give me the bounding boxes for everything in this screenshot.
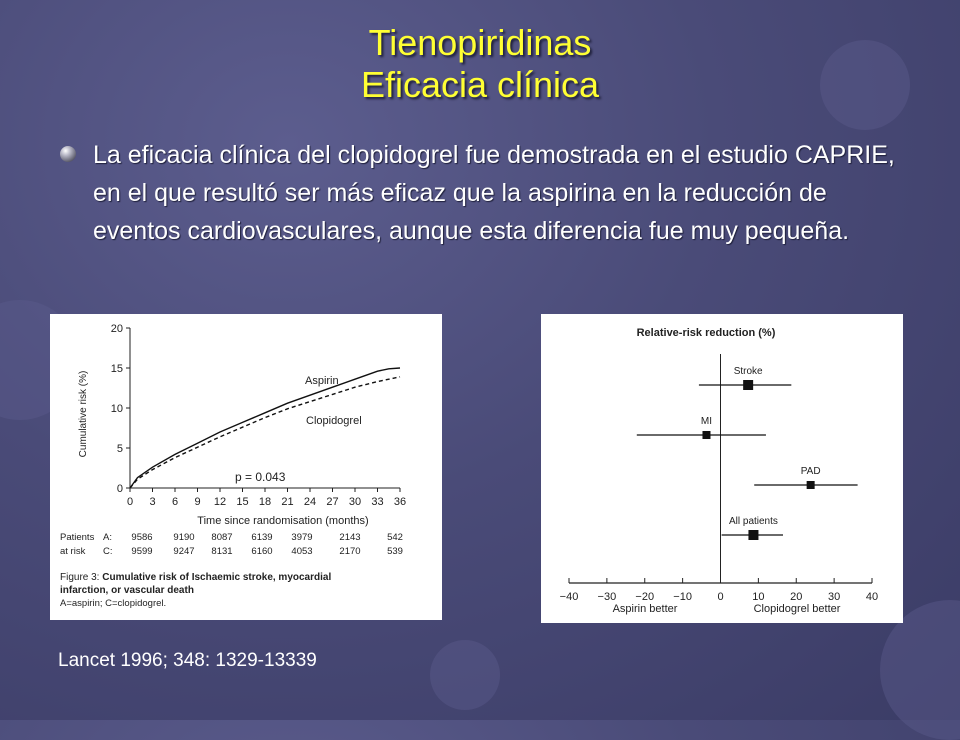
forest-title: Relative-risk reduction (%) — [636, 327, 776, 339]
y-tick-label: 10 — [110, 403, 123, 415]
p-value-annotation: p = 0.043 — [235, 470, 286, 484]
y-tick-label: 5 — [116, 443, 123, 455]
x-tick-label: 27 — [326, 496, 339, 508]
forest-tick-label: −30 — [597, 591, 617, 603]
bullet-icon — [60, 146, 76, 162]
background-bubble — [430, 640, 500, 710]
forest-tick-label: −10 — [673, 591, 692, 603]
estimate-marker-all-patients — [748, 530, 758, 540]
risk-value: 3979 — [291, 532, 313, 543]
risk-value: 542 — [387, 532, 403, 543]
x-tick-label: 36 — [393, 496, 407, 508]
caption-bold-2: infarction, or vascular death — [60, 585, 194, 596]
series-label-clopidogrel: Clopidogrel — [306, 415, 362, 427]
y-tick-label: 20 — [110, 323, 123, 335]
cumulative-risk-chart — [50, 314, 442, 620]
risk-value: 2143 — [339, 532, 361, 543]
risk-value: 2170 — [339, 546, 361, 557]
x-tick-label: 9 — [194, 496, 201, 508]
risk-value: 539 — [387, 546, 403, 557]
caption-prefix: Figure 3: — [60, 572, 103, 583]
x-tick-label: 18 — [258, 496, 272, 508]
caption-note: A=aspirin; C=clopidogrel. — [60, 598, 167, 609]
forest-tick-label: 20 — [790, 591, 803, 603]
estimate-marker-stroke — [743, 380, 753, 390]
x-tick-label: 6 — [171, 496, 179, 508]
title-line-1: Tienopiridinas — [368, 22, 592, 63]
bullet-text: La eficacia clínica del clopidogrel fue demostrada en el estudio CAPRIE, en el que resultó ser más eficaz que la aspirina en la reducción de eventos cardiovasculares, aunque esta diferencia fue muy pequeña. — [93, 141, 895, 245]
title-line-2: Eficacia clínica — [360, 64, 600, 105]
risk-value: 9190 — [173, 532, 195, 543]
risk-value: 9599 — [131, 546, 153, 557]
forest-tick-label: 10 — [752, 591, 765, 603]
cumulative-risk-panel — [50, 314, 442, 620]
y-tick-label: 0 — [116, 483, 123, 495]
risk-row-label-c: C: — [103, 546, 113, 557]
risk-value: 8087 — [211, 532, 233, 543]
reference-citation: Lancet 1996; 348: 1329-13339 — [58, 650, 317, 671]
x-axis-label: Time since randomisation (months) — [197, 515, 369, 527]
risk-value: 4053 — [291, 546, 313, 557]
relative-risk-panel — [541, 314, 903, 623]
slide-title — [0, 22, 960, 106]
forest-tick-label: 30 — [828, 591, 841, 603]
x-tick-label: 15 — [236, 496, 249, 508]
point-label-pad: PAD — [800, 466, 821, 477]
series-label-aspirin: Aspirin — [305, 375, 339, 387]
point-label-all-patients: All patients — [728, 516, 778, 527]
x-tick-label: 0 — [126, 496, 134, 508]
point-label-mi: MI — [700, 416, 713, 427]
x-tick-label: 12 — [213, 496, 227, 508]
x-tick-label: 21 — [281, 496, 294, 508]
risk-value: 9247 — [173, 546, 195, 557]
forest-tick-label: 0 — [717, 591, 724, 603]
estimate-marker-mi — [702, 431, 710, 439]
x-tick-label: 3 — [149, 496, 156, 508]
forest-label-left: Aspirin better — [612, 603, 678, 615]
risk-value: 8131 — [211, 546, 233, 557]
x-tick-label: 30 — [348, 496, 362, 508]
estimate-marker-pad — [807, 481, 815, 489]
risk-header-2: at risk — [60, 546, 86, 557]
risk-header-1: Patients — [60, 532, 95, 543]
caption-bold-1: Cumulative risk of Ischaemic stroke, myocardial — [102, 572, 332, 583]
forest-label-right: Clopidogrel better — [753, 603, 841, 615]
risk-value: 9586 — [131, 532, 153, 543]
forest-tick-label: −20 — [635, 591, 655, 603]
x-tick-label: 33 — [371, 496, 384, 508]
figure-caption — [60, 572, 331, 583]
y-tick-label: 15 — [110, 363, 123, 375]
y-axis-label: Cumulative risk (%) — [78, 370, 89, 458]
risk-value: 6160 — [251, 546, 273, 557]
forest-tick-label: 40 — [865, 591, 879, 603]
relative-risk-forest-plot — [541, 314, 903, 623]
risk-row-label-a: A: — [103, 532, 112, 543]
risk-value: 6139 — [251, 532, 273, 543]
forest-tick-label: −40 — [559, 591, 579, 603]
bullet-item — [60, 136, 920, 250]
x-tick-label: 24 — [303, 496, 317, 508]
point-label-stroke: Stroke — [733, 366, 763, 377]
